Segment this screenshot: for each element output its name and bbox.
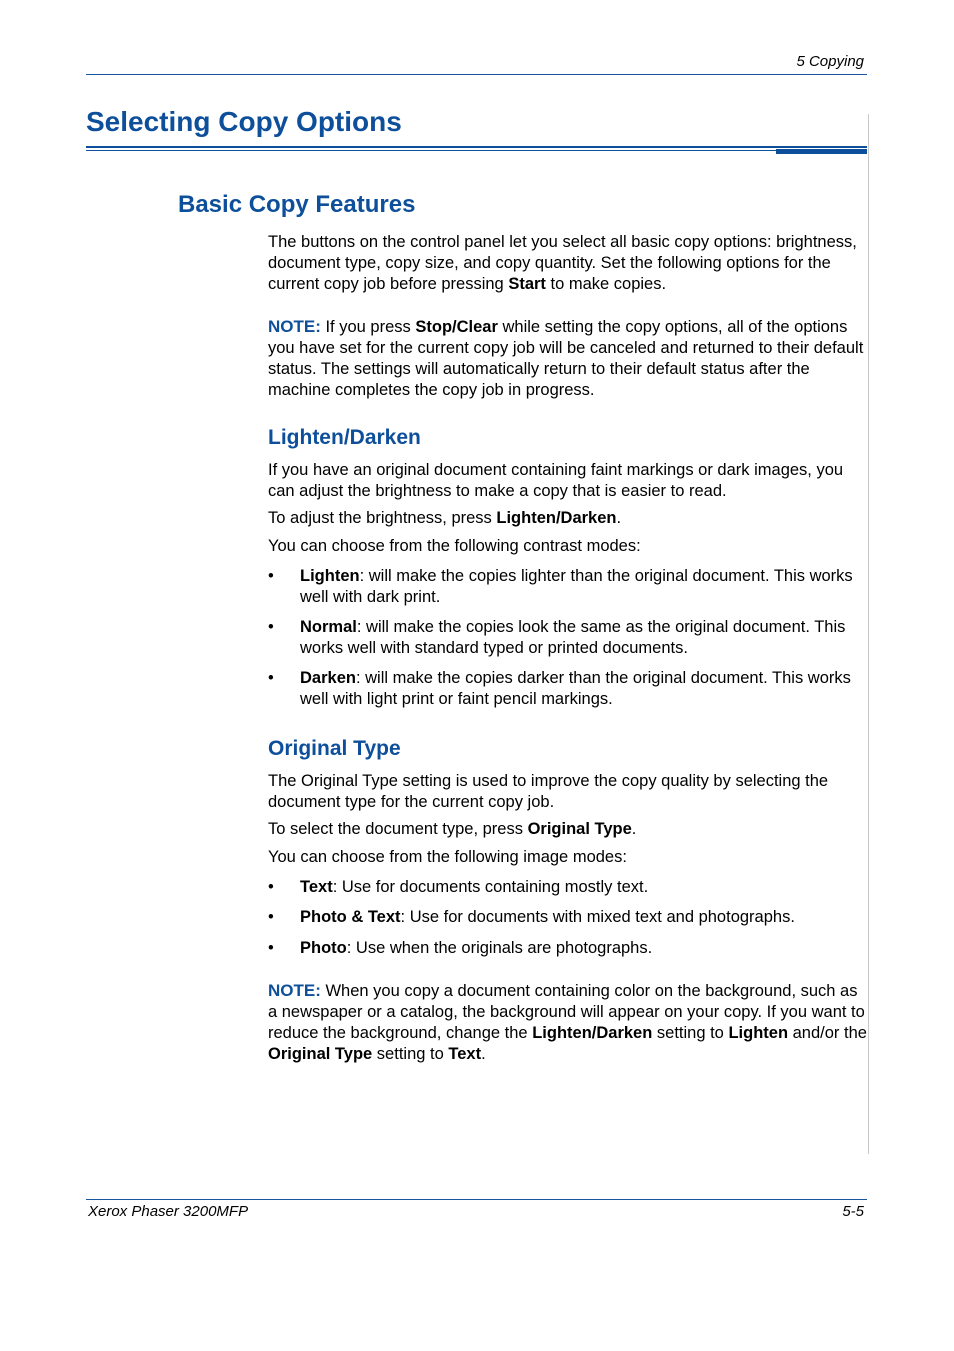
note-text: If you press [320, 318, 416, 336]
subsection-heading-original-type: Original Type [268, 737, 401, 760]
page-title: Selecting Copy Options [86, 106, 402, 137]
note-label: NOTE: [268, 317, 321, 336]
intro-text: The buttons on the control panel let you select all basic copy options: brightness, document type, copy size, and copy quantity. Set the following options for the current copy job before pressing [268, 233, 857, 293]
note-paragraph [268, 316, 868, 401]
title-accent-bar [776, 149, 867, 154]
lighten-paragraph: If you have an original document containing faint markings or dark images, you can adjust the brightness to make a copy that is easier to read. [268, 461, 844, 500]
intro-start-term: Start [508, 275, 546, 293]
bullet-icon: • [268, 618, 274, 636]
original-type-term: Original Type [527, 820, 632, 838]
note-term: Lighten/Darken [532, 1024, 653, 1042]
note-text-end: while setting the copy options, all of the options you have set for the current copy job will be canceled and returned to their default status. The settings will automatically return to their default status after the machine completes the copy job in progress. [268, 318, 864, 399]
section-heading: Basic Copy Features [178, 191, 416, 218]
image-modes-intro: You can choose from the following image modes: [268, 848, 627, 866]
bullet-icon: • [268, 939, 274, 957]
lighten-instruction-end: . [616, 509, 622, 527]
original-type-instruction-text: To select the document type, press [268, 820, 528, 838]
list-item-desc: : Use for documents containing mostly text. [332, 878, 649, 896]
footer-product-name: Xerox Phaser 3200MFP [88, 1203, 249, 1220]
list-item-desc: : Use for documents with mixed text and photographs. [400, 908, 795, 926]
note-text-end: . [481, 1045, 486, 1063]
title-rule-thin [86, 150, 776, 151]
list-item-text [300, 617, 868, 659]
lighten-instruction-text: To adjust the brightness, press [268, 509, 497, 527]
subsection-heading-lighten: Lighten/Darken [268, 426, 421, 449]
list-item-term: Normal [300, 618, 357, 636]
list-item-text [300, 566, 868, 608]
original-type-instruction [268, 819, 868, 840]
footer-rule [86, 1199, 867, 1200]
list-item-desc: : will make the copies darker than the original document. This works well with light print or faint pencil markings. [300, 669, 851, 708]
original-type-paragraph: The Original Type setting is used to improve the copy quality by selecting the document type for the current copy job. [268, 772, 829, 811]
list-item-text [300, 907, 868, 928]
list-item-text [300, 668, 868, 710]
title-rule [86, 146, 867, 148]
note-text: and/or the [788, 1024, 867, 1042]
intro-text-end: to make copies. [545, 275, 667, 293]
note-text: setting to [372, 1045, 449, 1063]
note-term: Original Type [268, 1045, 373, 1063]
note-text: setting to [652, 1024, 729, 1042]
note-paragraph-2 [268, 980, 868, 1065]
contrast-modes-intro: You can choose from the following contrast modes: [268, 537, 641, 555]
lighten-darken-term: Lighten/Darken [496, 509, 617, 527]
list-item-desc: : will make the copies lighter than the original document. This works well with dark print. [300, 567, 853, 606]
list-item-desc: : will make the copies look the same as the original document. This works well with standard typed or printed documents. [300, 618, 846, 657]
list-item-term: Darken [300, 669, 356, 687]
list-item-text [300, 938, 868, 959]
note-text: When you copy a document containing color on the background, such as a newspaper or a catalog, the background will appear on your copy. If you want to reduce the background, change the [268, 982, 865, 1042]
list-item-term: Lighten [300, 567, 360, 585]
list-item-term: Photo [300, 939, 347, 957]
note-term: Lighten [728, 1024, 789, 1042]
list-item-text [300, 877, 868, 898]
bullet-icon: • [268, 567, 274, 585]
running-header: 5 Copying [796, 53, 864, 70]
list-item-term: Text [300, 878, 333, 896]
original-type-instruction-end: . [631, 820, 637, 838]
note-label: NOTE: [268, 981, 321, 1000]
margin-rule [868, 114, 869, 1154]
list-item-term: Photo & Text [300, 908, 401, 926]
note-term: Text [448, 1045, 482, 1063]
intro-paragraph [268, 232, 868, 295]
bullet-icon: • [268, 878, 274, 896]
list-item-desc: : Use when the originals are photographs. [346, 939, 653, 957]
bullet-icon: • [268, 669, 274, 687]
footer-page-number: 5-5 [842, 1203, 864, 1220]
header-rule [86, 74, 867, 75]
lighten-instruction [268, 508, 868, 529]
note-stop-clear-term: Stop/Clear [415, 318, 498, 336]
bullet-icon: • [268, 908, 274, 926]
